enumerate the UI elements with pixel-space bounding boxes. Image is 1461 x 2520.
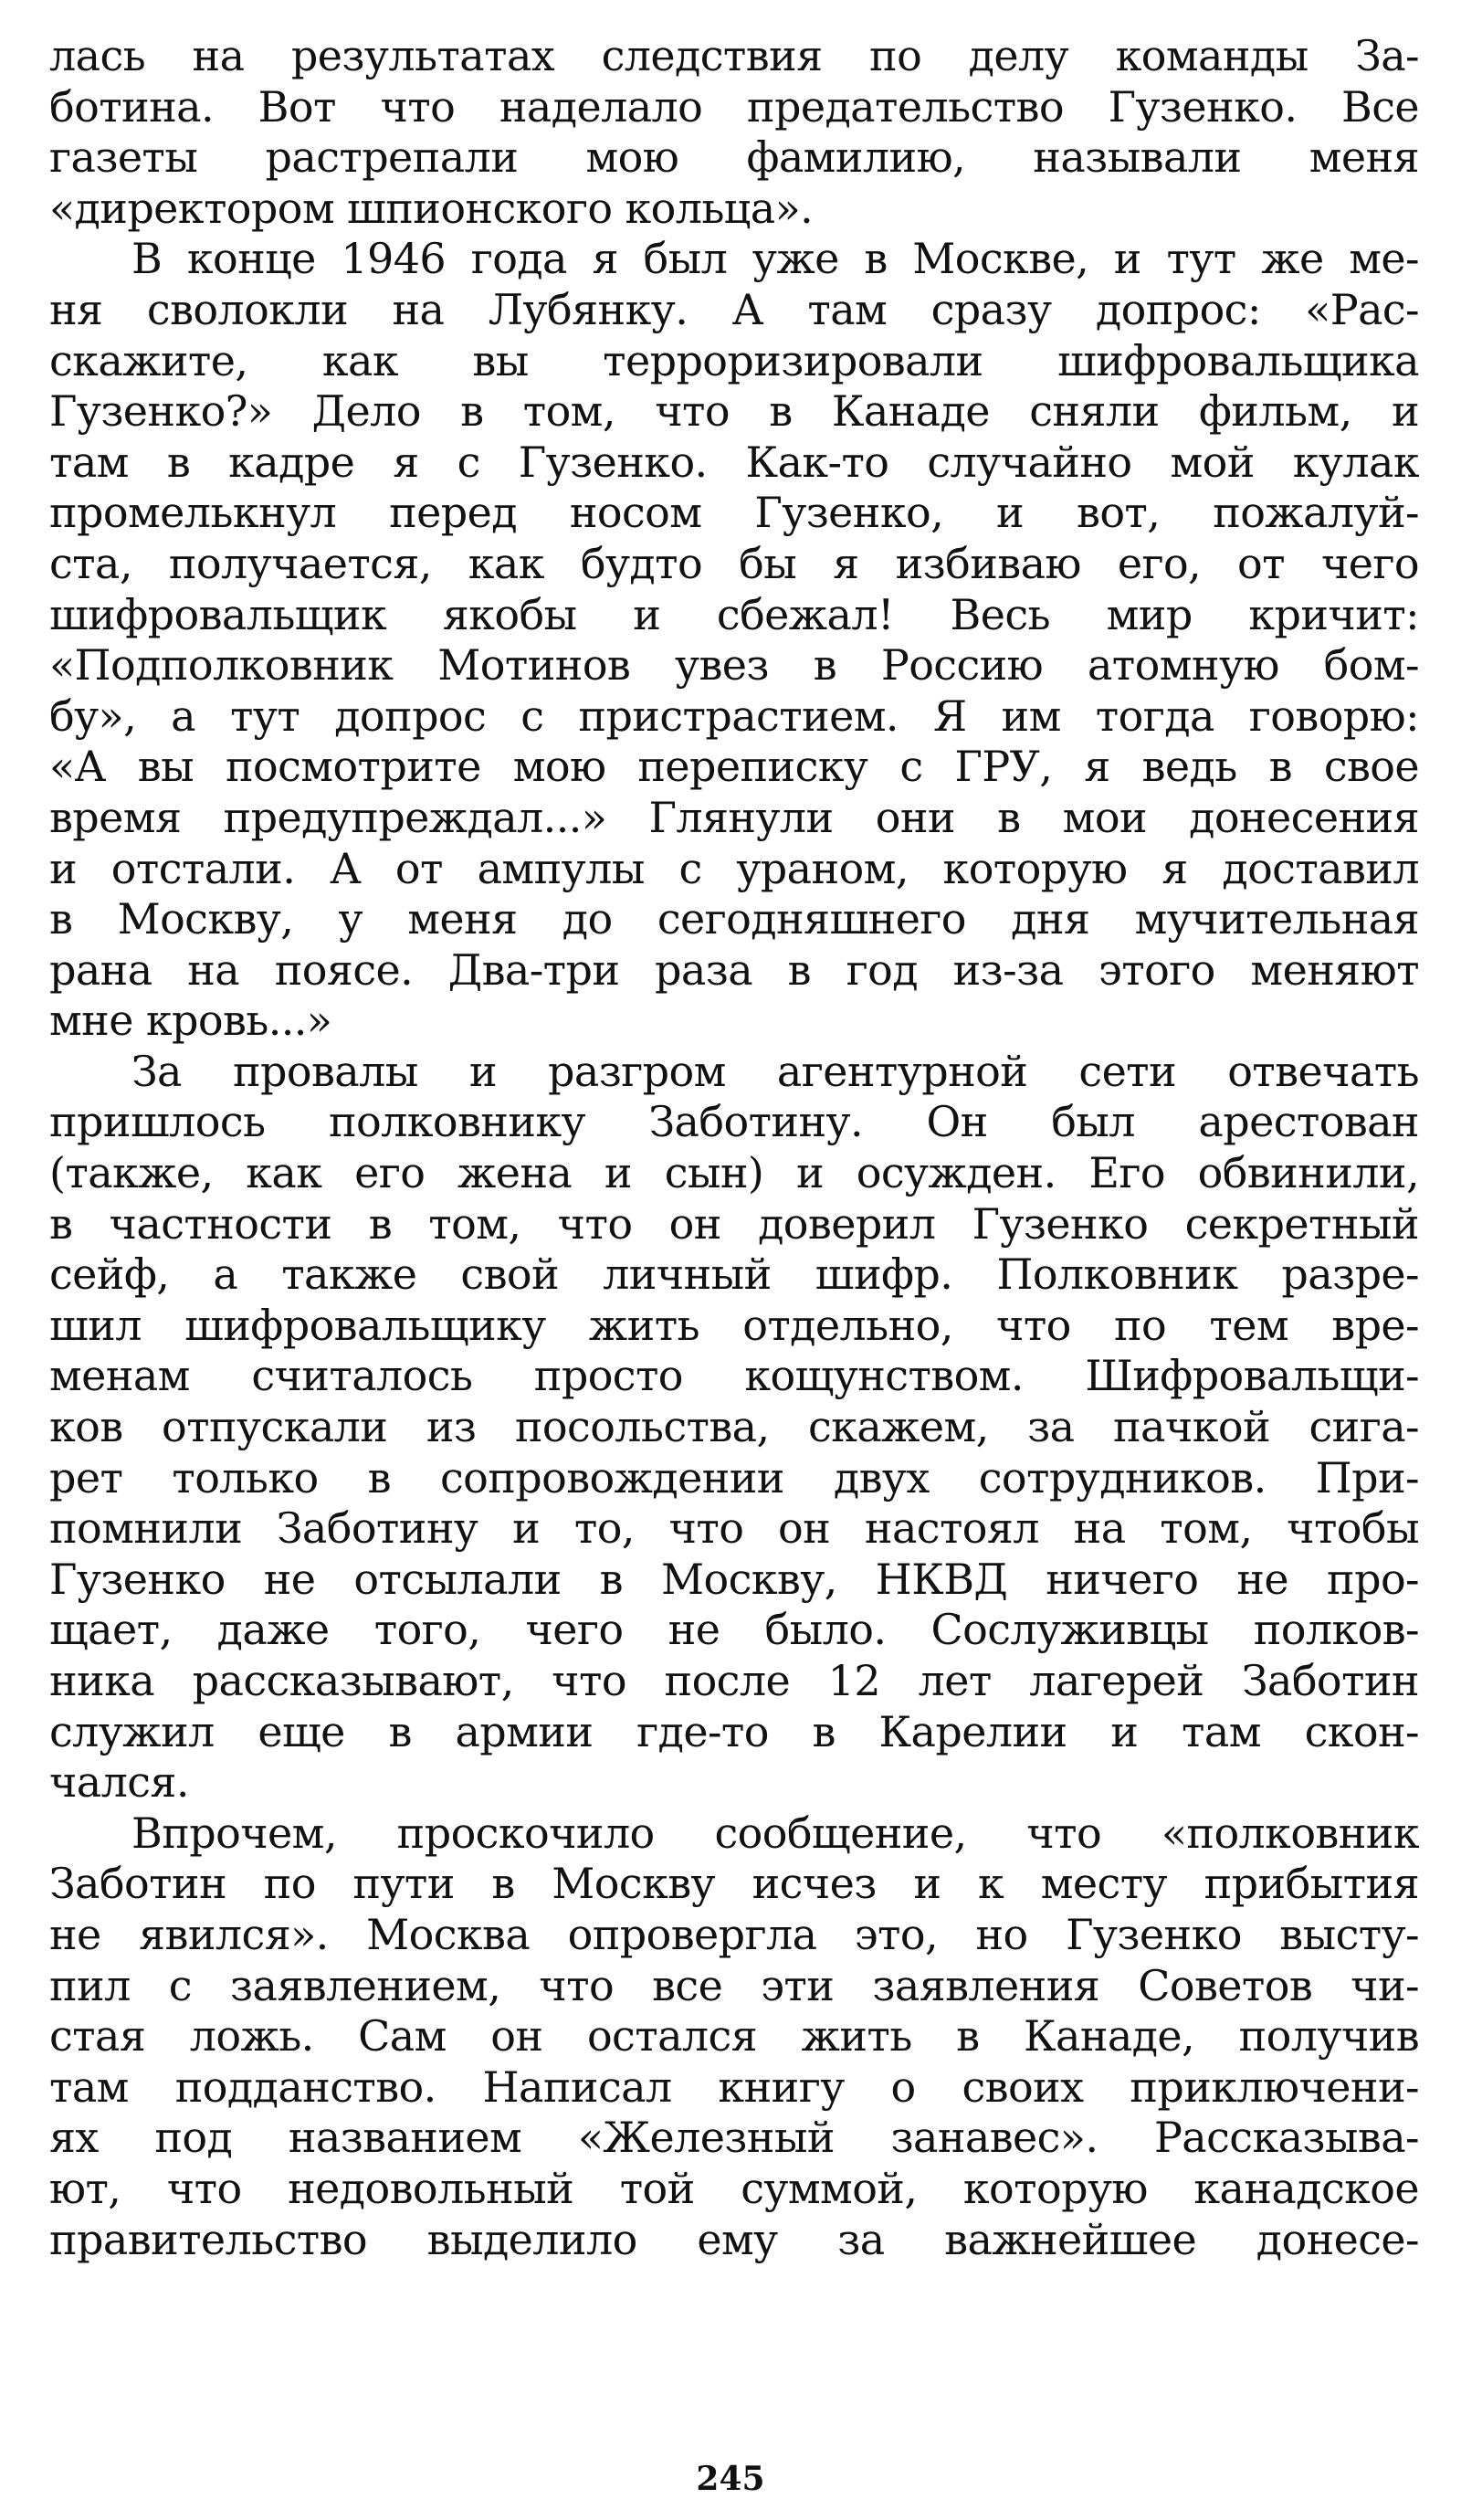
text-line: ня сволокли на Лубянку. А там сразу допрос: «Рас- xyxy=(49,284,1419,334)
text-line: В конце 1946 года я был уже в Москве, и тут же ме- xyxy=(131,234,1419,284)
text-line: и отстали. А от ампулы с ураном, которую я доставил xyxy=(49,843,1419,893)
text-line: в частности в том, что он доверил Гузенко секретный xyxy=(49,1198,1419,1249)
text-line: «директором шпионского кольца». xyxy=(49,183,814,233)
text-line: шифровальщик якобы и сбежал! Весь мир кричит: xyxy=(49,589,1419,639)
text-line: сейф, а также свой личный шифр. Полковник разре- xyxy=(49,1249,1419,1300)
text-line: менам считалось просто кощунством. Шифровальщи- xyxy=(49,1351,1419,1401)
text-line: Гузенко не отсылали в Москву, НКВД ничего не про- xyxy=(49,1554,1419,1604)
text-line: служил еще в армии где-то в Карелии и там скон- xyxy=(49,1706,1419,1756)
text-line: Гузенко?» Дело в том, что в Канаде сняли фильм, и xyxy=(49,386,1419,437)
text-line: мне кровь...» xyxy=(49,996,332,1046)
text-line: Заботин по пути в Москву исчез и к месту прибытия xyxy=(49,1859,1419,1909)
text-line: промелькнул перед носом Гузенко, и вот, пожалуй- xyxy=(49,488,1419,538)
text-line: лась на результатах следствия по делу команды За- xyxy=(49,31,1419,80)
text-line: чался. xyxy=(49,1757,189,1808)
text-line: ника рассказывают, что после 12 лет лагерей Заботин xyxy=(49,1656,1419,1705)
text-line: ков отпускали из посольства, скажем, за пачкой сига- xyxy=(49,1402,1419,1452)
text-line: скажите, как вы терроризировали шифровальщика xyxy=(49,335,1419,385)
text-line: там подданство. Написал книгу о своих приключени- xyxy=(49,2061,1419,2112)
page-number: 245 xyxy=(696,2460,765,2498)
text-line: время предупреждал...» Глянули они в мои донесения xyxy=(49,792,1419,842)
text-line: «Подполковник Мотинов увез в Россию атомную бом- xyxy=(49,640,1419,691)
text-line: рет только в сопровождении двух сотрудников. При- xyxy=(49,1452,1419,1503)
text-line: там в кадре я с Гузенко. Как-то случайно мой кулак xyxy=(49,437,1419,487)
text-line: ботина. Вот что наделало предательство Гузенко. Все xyxy=(49,81,1419,132)
text-line: щает, даже того, чего не было. Сослуживцы полков- xyxy=(49,1605,1419,1655)
text-line: шил шифровальщику жить отдельно, что по тем вре- xyxy=(49,1300,1419,1350)
text-line: в Москву, у меня до сегодняшнего дня мучительная xyxy=(49,894,1419,944)
text-line: пришлось полковнику Заботину. Он был арестован xyxy=(49,1097,1419,1147)
text-line: ях под названием «Железный занавес». Рассказыва- xyxy=(49,2113,1419,2163)
text-line: Впрочем, проскочило сообщение, что «полковник xyxy=(131,1808,1419,1858)
text-line: ют, что недовольный той суммой, которую канадское xyxy=(49,2163,1419,2213)
text-line: бу», а тут допрос с пристрастием. Я им тогда говорю: xyxy=(49,691,1419,741)
text-line: рана на поясе. Два-три раза в год из-за этого меняют xyxy=(49,944,1419,995)
page-text-block xyxy=(49,31,1419,2265)
text-line: За провалы и разгром агентурной сети отвечать xyxy=(131,1046,1419,1096)
text-line: помнили Заботину и то, что он настоял на том, чтобы xyxy=(49,1503,1419,1554)
text-line: стая ложь. Сам он остался жить в Канаде, получив xyxy=(49,2011,1419,2061)
text-line: не явился». Москва опровергла это, но Гузенко высту- xyxy=(49,1909,1419,1959)
text-line: правительство выделило ему за важнейшее донесе- xyxy=(49,2214,1419,2264)
text-line: газеты растрепали мою фамилию, называли меня xyxy=(49,132,1419,183)
text-line: ста, получается, как будто бы я избиваю его, от чего xyxy=(49,538,1419,588)
text-line: пил с заявлением, что все эти заявления Советов чи- xyxy=(49,1960,1419,2010)
text-line: (также, как его жена и сын) и осужден. Его обвинили, xyxy=(49,1148,1419,1198)
text-line: «А вы посмотрите мою переписку с ГРУ, я ведь в свое xyxy=(49,742,1419,792)
